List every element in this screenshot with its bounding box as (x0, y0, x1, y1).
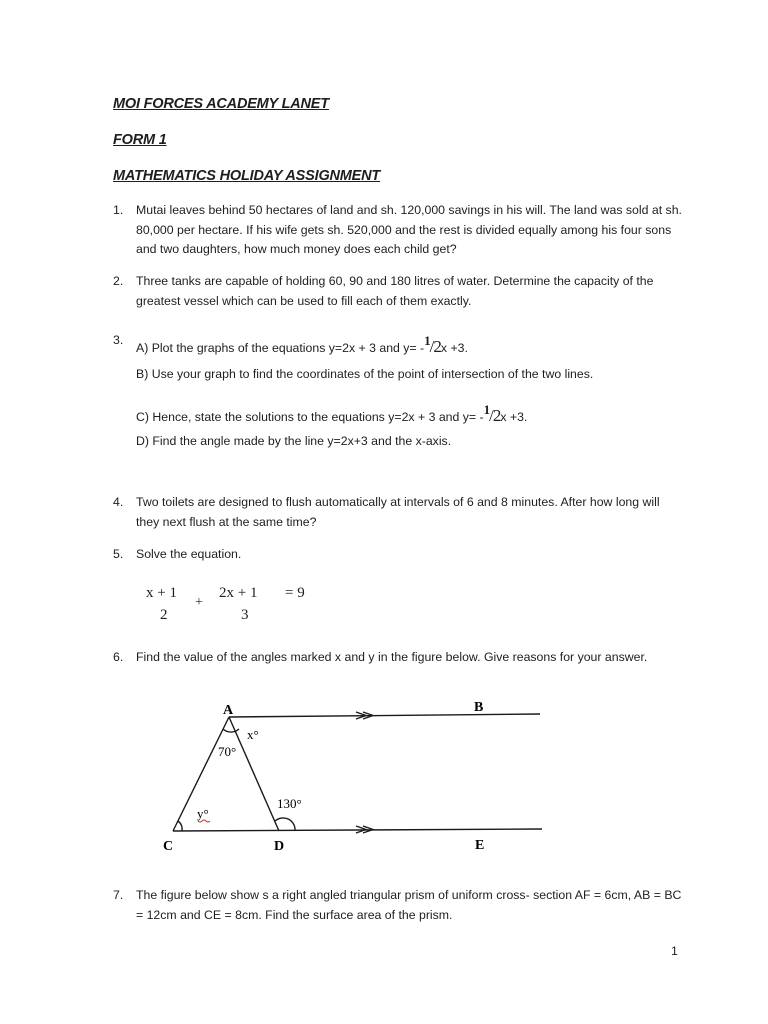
question-text: Two toilets are designed to flush automatically at intervals of 6 and 8 minutes. After how long will they next flush at the same time? (136, 495, 660, 529)
label-c: C (163, 839, 174, 854)
question-text: Solve the equation. (136, 547, 242, 561)
page-number: 1 (671, 944, 678, 958)
school-name: MOI FORCES ACADEMY LANET (113, 96, 329, 112)
question-number: 3. (113, 333, 124, 347)
label-a: A (223, 703, 234, 718)
line-ab (229, 714, 540, 717)
equation-rhs: = 9 (285, 585, 305, 601)
angle-label-70: 70° (218, 744, 237, 759)
equation-denominator-1: 2 (160, 607, 168, 623)
question-number: 2. (113, 274, 124, 288)
label-d: D (274, 839, 285, 854)
question-3a-pre: A) Plot the graphs of the equations y=2x + 3 and y= - (136, 341, 425, 355)
angle-arc-a (223, 729, 239, 732)
question-number: 6. (113, 650, 124, 664)
line-ce (173, 829, 542, 831)
label-e: E (475, 838, 485, 853)
equation-numerator-1: x + 1 (146, 585, 177, 601)
question-text: Three tanks are capable of holding 60, 90 and 180 litres of water. Determine the capacity of the greatest vessel which can be used to fill each of them exactly. (136, 274, 654, 308)
question-3c-pre: C) Hence, state the solutions to the equations y=2x + 3 and y= - (136, 410, 484, 424)
question-number: 1. (113, 203, 124, 217)
question-3d: D) Find the angle made by the line y=2x+3 and the x-axis. (136, 434, 452, 448)
assignment-title: MATHEMATICS HOLIDAY ASSIGNMENT (113, 168, 381, 184)
form-title: FORM 1 (113, 132, 167, 148)
question-text: The figure below show s a right angled triangular prism of uniform cross- section AF = 6cm, AB = BC = 12cm and CE = 8cm. Find the surface area of the prism. (136, 888, 682, 922)
angle-label-y: y° (197, 806, 209, 821)
fraction-numerator: 1 (424, 333, 430, 348)
question-3c-post: x +3. (500, 410, 528, 424)
question-3b: B) Use your graph to find the coordinates of the point of intersection of the two lines. (136, 367, 594, 381)
question-text: Find the value of the angles marked x and y in the figure below. Give reasons for your answer. (136, 650, 648, 664)
fraction-rest: /2 (429, 337, 441, 356)
equation-numerator-2: 2x + 1 (219, 585, 258, 601)
question-3a-post: x +3. (440, 341, 468, 355)
question-number: 4. (113, 495, 124, 509)
angle-label-130: 130° (277, 796, 302, 811)
angle-label-x: x° (247, 727, 259, 742)
question-number: 7. (113, 888, 124, 902)
angle-arc-c (178, 821, 182, 831)
question-7 (113, 886, 683, 925)
equation-plus: + (195, 595, 203, 610)
fraction-rest: /2 (489, 406, 501, 425)
fraction-numerator: 1 (483, 402, 490, 417)
label-b: B (474, 700, 484, 715)
equation-denominator-2: 3 (241, 607, 249, 623)
question-text: Mutai leaves behind 50 hectares of land and sh. 120,000 savings in his will. The land was sold at sh. 80,000 per hectare. If his wife gets sh. 520,000 and the rest is divided equally among his four sons and two daughters, how much money does each child get? (136, 203, 682, 256)
question-number: 5. (113, 547, 124, 561)
